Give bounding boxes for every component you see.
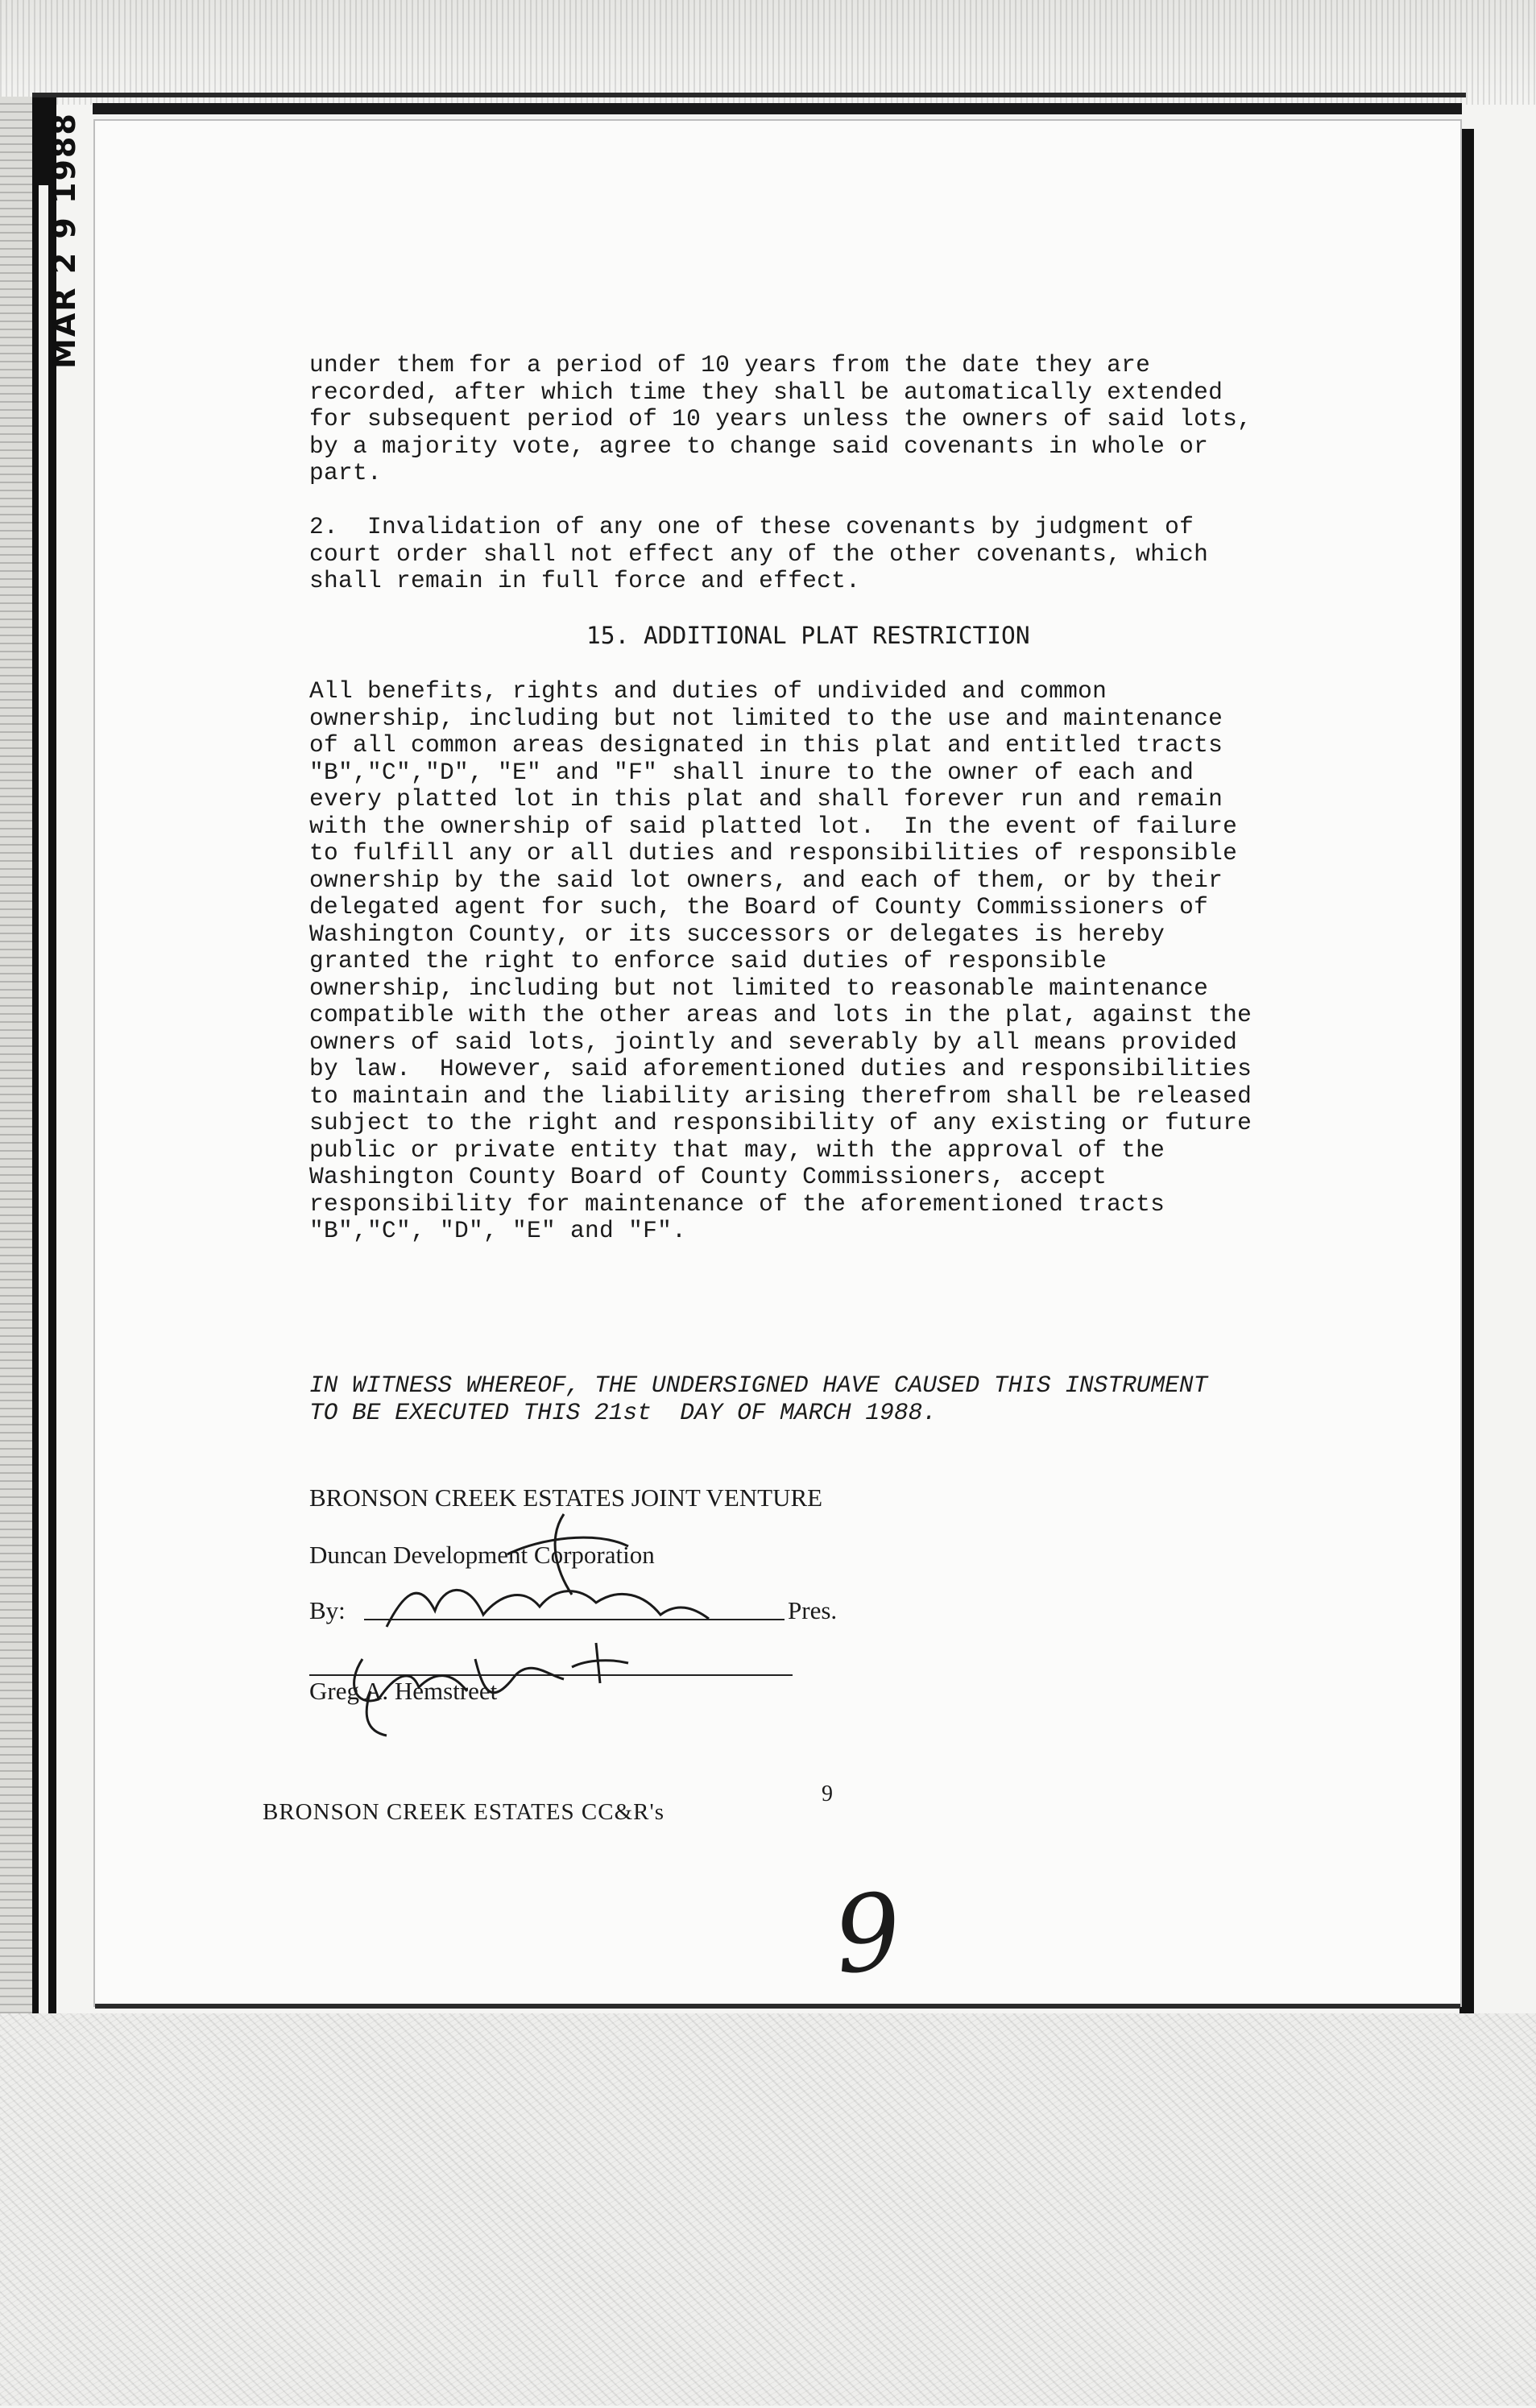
signer-name: Greg A. Hemstreet [309, 1677, 498, 1705]
stamp-text: MAR 2 9 1988 [47, 112, 82, 369]
section-heading: 15. ADDITIONAL PLAT RESTRICTION [586, 622, 1030, 649]
plat-restriction-paragraph: All benefits, rights and duties of undivided and common ownership, including but not limited to the use and maintenance of all common areas designated in this plat and entitled tracts "B","C","D", "E" and "F" shall inure to the owner of each and every platted lot in this plat and shall forever run and remain with the ownership of said platted lot. In the event of failure to fulfill any or all duties and responsibilities of responsible ownership by the said lot owners, and each of them, or by their delegated agent for such, the Board of County Commissioners of Washington County, or its successors or delegates is hereby granted the right to enforce said duties of responsible ownership, including but not limited to reasonable maintenance compatible with the other areas and lots in the plat, against the owners of said lots, jointly and severably by all means provided by law. However, said aforementioned duties and responsibilities to maintain and the liability arising therefrom shall be released subject to the right and responsibility of any existing or future public or private entity that may, with the approval of the Washington County Board of County Commissioners, accept responsibility for maintenance of the aforementioned tracts "B","C", "D", "E" and "F". [309, 677, 1252, 1244]
scan-rule-top [93, 103, 1462, 114]
scan-rule-bottom [95, 2004, 1460, 2009]
document-title-footer: BRONSON CREEK ESTATES CC&R's [263, 1799, 665, 1825]
recording-date-stamp [31, 112, 95, 379]
signatory-corporation: Duncan Development Corporation [309, 1541, 655, 1569]
signatory-entity: BRONSON CREEK ESTATES JOINT VENTURE [309, 1483, 823, 1512]
page-number: 9 [822, 1781, 833, 1806]
scan-noise-bottom [0, 2013, 1536, 2406]
scan-rule-top-outer [32, 93, 1466, 97]
handwritten-page-number: 9 [828, 1869, 908, 1998]
president-title: Pres. [788, 1596, 838, 1624]
president-signature [354, 1506, 757, 1643]
covenant-term-paragraph: under them for a period of 10 years from the date they are recorded, after which time they shall be automatically extended for subsequent period of 10 years unless the owners of said lots, by a majority vote, agree to change said covenants in whole or part. [309, 351, 1252, 486]
invalidation-paragraph: 2. Invalidation of any one of these covenants by judgment of court order shall not effect any of the other covenants, which shall remain in full force and effect. [309, 513, 1209, 594]
scan-noise-top [0, 0, 1536, 105]
witness-clause: IN WITNESS WHEREOF, THE UNDERSIGNED HAVE CAUSED THIS INSTRUMENT TO BE EXECUTED THIS 21st DAY OF MARCH 1988. [309, 1371, 1208, 1426]
by-label: By: [309, 1596, 346, 1624]
